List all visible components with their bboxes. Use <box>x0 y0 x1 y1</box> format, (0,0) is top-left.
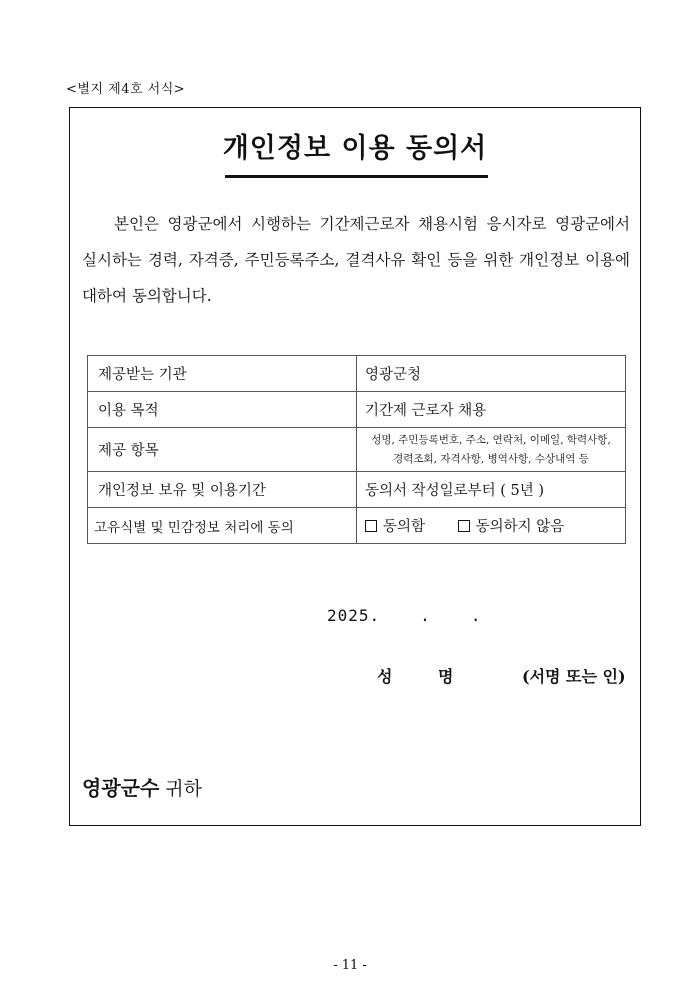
agree-option[interactable] <box>365 515 425 536</box>
disagree-option[interactable] <box>458 515 565 536</box>
table-row <box>88 356 626 392</box>
row-value-items <box>357 428 626 472</box>
document-title: 개인정보 이용 동의서 <box>222 133 488 164</box>
title-underline <box>225 175 488 178</box>
consent-info-table <box>87 355 626 544</box>
form-label: <별지 제4호 서식> <box>66 82 186 97</box>
row-value-institution: 영광군청 <box>357 356 626 392</box>
items-line-2: 경력조회, 자격사항, 병역사항, 수상내역 등 <box>393 452 589 465</box>
row-label-sensitive-consent: 고유식별 및 민감정보 처리에 동의 <box>88 508 357 544</box>
signature-name-label: 성 명 <box>377 667 474 686</box>
signature-note: (서명 또는 인) <box>522 667 626 686</box>
date-year: 2025. <box>327 606 381 625</box>
date-day-dot: . <box>470 606 482 625</box>
consent-statement: 본인은 영광군에서 시행하는 기간제근로자 채용시험 응시자로 영광군에서 실시하는 경력, 자격증, 주민등록주소, 결격사유 확인 등을 위한 개인정보 이용에 대하여 동의합니다. <box>82 215 630 305</box>
table-row <box>88 392 626 428</box>
signing-date <box>327 606 481 625</box>
addressee-name: 영광군수 <box>82 776 160 800</box>
table-row <box>88 472 626 508</box>
disagree-label: 동의하지 않음 <box>475 519 565 535</box>
row-label-retention: 개인정보 보유 및 이용기간 <box>88 472 357 508</box>
items-line-1: 성명, 주민등록번호, 주소, 연락처, 이메일, 학력사항, <box>371 433 611 446</box>
row-label-institution: 제공받는 기관 <box>88 356 357 392</box>
addressee <box>82 772 202 801</box>
page-number: - 11 - <box>333 958 367 973</box>
date-month-dot: . <box>420 606 431 625</box>
row-value-retention: 동의서 작성일로부터 ( 5년 ) <box>357 472 626 508</box>
table-row <box>88 428 626 472</box>
agree-label: 동의함 <box>383 519 426 535</box>
row-label-purpose: 이용 목적 <box>88 392 357 428</box>
agree-checkbox[interactable] <box>365 520 377 532</box>
row-label-items: 제공 항목 <box>88 428 357 472</box>
table-row <box>88 508 626 544</box>
disagree-checkbox[interactable] <box>458 520 470 532</box>
row-value-purpose: 기간제 근로자 채용 <box>357 392 626 428</box>
row-value-sensitive-consent <box>357 508 626 544</box>
addressee-suffix: 귀하 <box>165 778 202 800</box>
consent-form-frame <box>69 107 641 826</box>
